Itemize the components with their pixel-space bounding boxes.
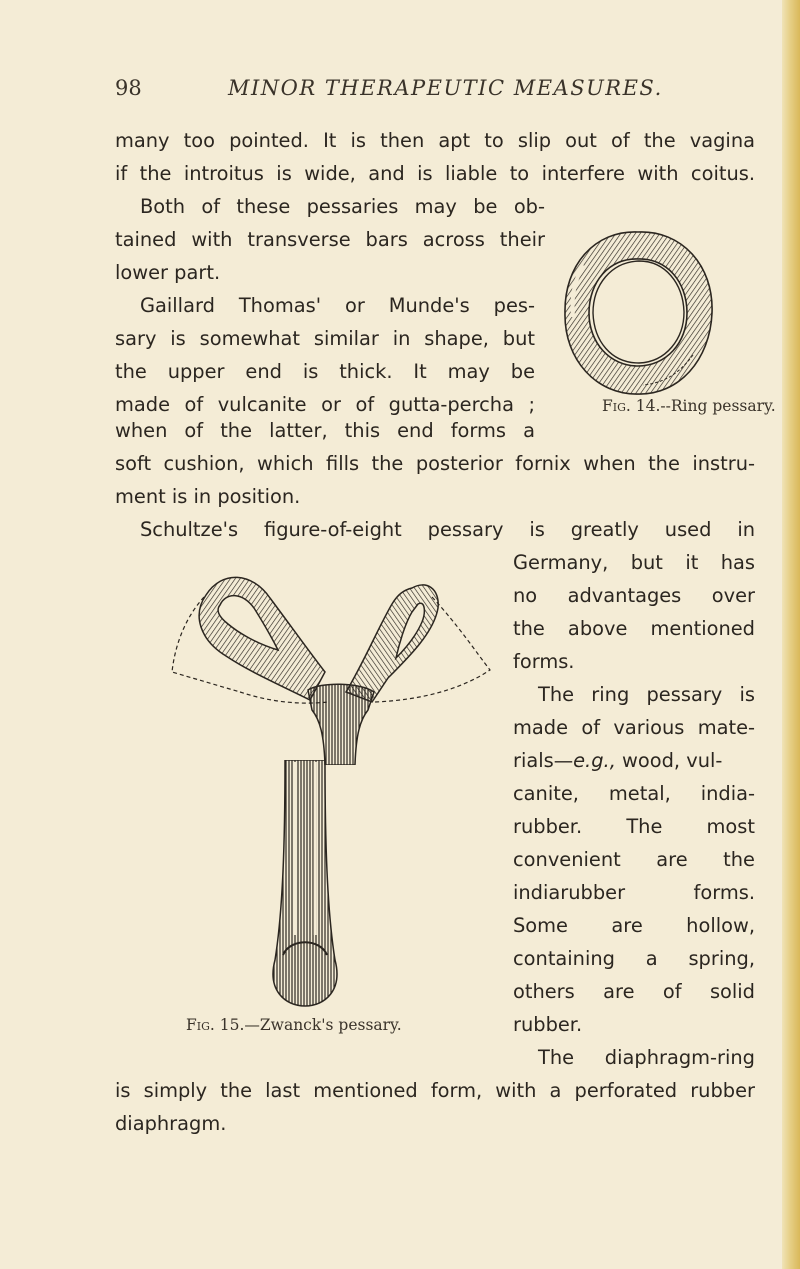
body-line-13: Schultze's figure-of-eight pessary is greatly used in — [140, 518, 755, 541]
body-line-9: made of vulcanite or of gutta-percha ; — [115, 393, 535, 416]
body-line-20 — [513, 748, 755, 774]
body-line-27: others are of solid — [513, 980, 755, 1003]
zwanck-pessary-illustration — [160, 560, 545, 765]
body-line-12: ment is in position. — [115, 485, 301, 508]
body-line-30: is simply the last mentioned form, with a perforated rubber — [115, 1079, 755, 1102]
body-line-31: diaphragm. — [115, 1112, 227, 1135]
body-line-8: the upper end is thick. It may be — [115, 360, 535, 383]
fig15-label: Fig. — [186, 1016, 215, 1034]
body-line-6: Gaillard Thomas' or Munde's pes- — [140, 294, 535, 317]
body-line-26: containing a spring, — [513, 947, 755, 970]
body-line-21: canite, metal, india- — [513, 782, 755, 805]
body-line-17: forms. — [513, 650, 575, 673]
running-title: MINOR THERAPEUTIC MEASURES. — [228, 76, 663, 100]
body-line-11: soft cushion, which fills the posterior fornix when the instru- — [115, 452, 755, 475]
body-line-3: Both of these pessaries may be ob- — [140, 195, 545, 218]
body-line-20-a: rials— — [513, 749, 574, 772]
body-line-10: when of the latter, this end forms a — [115, 419, 535, 442]
zwanck-pessary-stem — [255, 760, 355, 1010]
fig15-caption-text: 15.—Zwanck's pessary. — [219, 1016, 402, 1034]
body-line-15: no advantages over — [513, 584, 755, 607]
body-line-29: The diaphragm-ring — [538, 1046, 755, 1069]
body-line-2: if the introitus is wide, and is liable to interfere with coitus. — [115, 162, 755, 185]
page-number: 98 — [115, 76, 142, 100]
fig14-caption — [602, 397, 776, 415]
fig14-caption-text: 14.--Ring pessary. — [635, 397, 776, 415]
body-line-7: sary is somewhat similar in shape, but — [115, 327, 535, 350]
page-edge — [782, 0, 800, 1269]
body-line-14: Germany, but it has — [513, 551, 755, 574]
body-line-23: convenient are the — [513, 848, 755, 871]
body-line-22: rubber. The most — [513, 815, 755, 838]
body-line-28: rubber. — [513, 1013, 583, 1036]
fig14-label: Fig. — [602, 397, 631, 415]
body-line-4: tained with transverse bars across their — [115, 228, 545, 251]
body-line-20-b: wood, vul- — [615, 749, 723, 772]
body-line-16: the above mentioned — [513, 617, 755, 640]
ring-pessary-illustration — [553, 225, 723, 410]
body-line-20-eg: e.g., — [573, 749, 616, 772]
fig15-caption — [186, 1016, 402, 1034]
body-line-25: Some are hollow, — [513, 914, 755, 937]
running-header — [115, 76, 755, 116]
body-line-24: indiarubber forms. — [513, 881, 755, 904]
body-line-19: made of various mate- — [513, 716, 755, 739]
body-line-18: The ring pessary is — [538, 683, 755, 706]
body-line-1: many too pointed. It is then apt to slip out of the vagina — [115, 129, 755, 152]
body-line-5: lower part. — [115, 261, 221, 284]
